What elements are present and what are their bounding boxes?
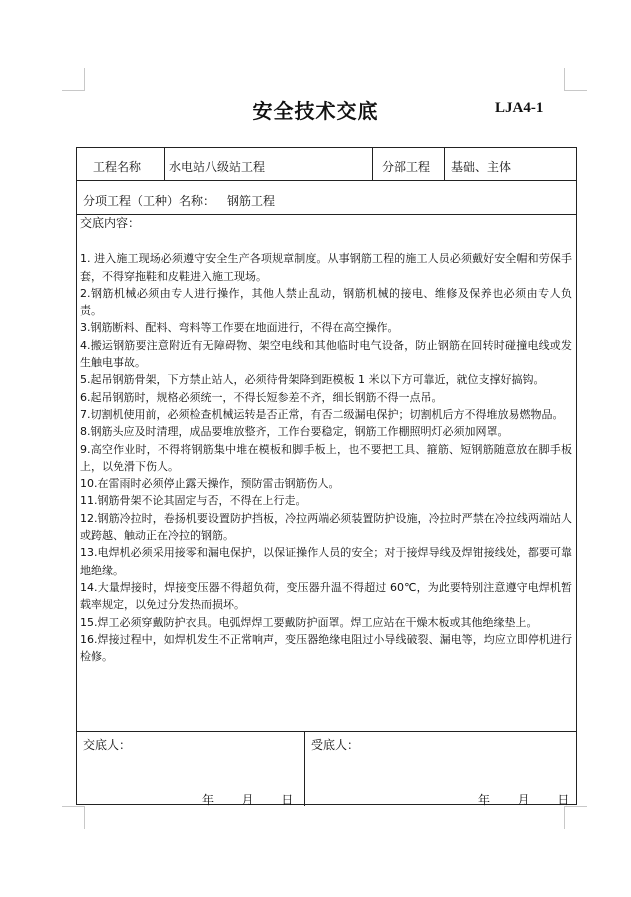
- division-value: 基础、主体: [451, 160, 512, 174]
- content-item: 8.钢筋头应及时清理，成品要堆放整齐，工作台要稳定，钢筋工作棚照明灯必须加网罩。: [80, 425, 509, 439]
- content-item: 6.起吊钢筋时，规格必须统一，不得长短参差不齐，细长钢筋不得一点吊。: [80, 390, 443, 404]
- year-label: 年: [202, 793, 215, 807]
- month-label: 月: [517, 793, 530, 807]
- receiver-person-label: 受底人：: [311, 738, 360, 752]
- content-item: 5.起吊钢筋骨架，下方禁止站人，必须待骨架降到距模板 1 米以下方可靠近，就位支撑好搞钩。: [80, 373, 545, 387]
- crop-mark-top-right: [564, 68, 587, 91]
- content-item: 11.钢筋骨架不论其固定与否，不得在上行走。: [80, 494, 307, 508]
- content-item: 12.钢筋冷拉时，卷扬机要设置防护挡板，冷拉两端必须装置防护设施，冷拉时严禁在冷拉线两端站人或跨越、触动正在冷拉的钢筋。: [80, 511, 572, 543]
- day-label: 日: [557, 793, 570, 807]
- day-label: 日: [281, 793, 294, 807]
- content-item: 1. 进入施工现场必须遵守安全生产各项规章制度。从事钢筋工程的施工人员必须戴好安全帽和劳保手套，不得穿拖鞋和皮鞋进入施工现场。: [80, 252, 572, 283]
- handover-content: [80, 215, 572, 665]
- project-name-value: 水电站八级站工程: [169, 160, 266, 174]
- column-divider: [164, 148, 165, 180]
- document-title: 安全技术交底: [252, 99, 379, 123]
- column-divider: [444, 148, 445, 180]
- column-divider: [372, 148, 373, 180]
- subitem-label: 分项工程（工种）名称：: [83, 194, 216, 208]
- document-code: LJA4-1: [495, 100, 544, 116]
- row-divider: [77, 180, 576, 181]
- handover-person-label: 交底人：: [83, 738, 132, 752]
- month-label: 月: [241, 793, 254, 807]
- receiver-date: [478, 791, 569, 808]
- year-label: 年: [478, 793, 491, 807]
- handover-form: [76, 147, 577, 805]
- content-item: 14.大量焊接时，焊接变压器不得超负荷，变压器升温不得超过 60℃，为此要特别注意遵守电焊机暂载率规定，以免过分发热而损坏。: [80, 580, 572, 612]
- content-item: 9.高空作业时，不得将钢筋集中堆在模板和脚手板上，也不要把工具、箍筋、短钢筋随意放在脚手板上，以免滑下伤人。: [80, 442, 572, 473]
- crop-mark-top-left: [62, 68, 85, 91]
- content-item: 7.切割机使用前，必须检查机械运转是否正常，有否二级漏电保护；切割机后方不得堆放易燃物品。: [80, 407, 564, 421]
- crop-mark-bottom-left: [62, 806, 85, 829]
- project-name-label: 工程名称: [93, 160, 142, 174]
- content-item: 16.焊接过程中，如焊机发生不正常响声，变压器绝缘电阻过小导线破裂、漏电等，均应立即停机进行检修。: [80, 632, 572, 664]
- content-label: 交底内容：: [80, 216, 141, 230]
- content-item: 4.搬运钢筋要注意附近有无障碍物、架空电线和其他临时电气设备，防止钢筋在回转时碰撞电线或发生触电事故。: [80, 338, 572, 370]
- content-item: 13.电焊机必须采用接零和漏电保护，以保证操作人员的安全；对于接焊导线及焊钳接线处，都要可靠地绝缘。: [80, 546, 572, 577]
- content-item: 2.钢筋机械必须由专人进行操作，其他人禁止乱动，钢筋机械的接电、维修及保养也必须由专人负责。: [80, 286, 572, 318]
- content-item: 15.焊工必须穿戴防护衣具。电弧焊焊工要戴防护面罩。焊工应站在干燥木板或其他绝缘垫上。: [80, 615, 538, 629]
- column-divider: [304, 731, 305, 806]
- subitem-value: 钢筋工程: [227, 194, 276, 208]
- row-divider: [77, 731, 576, 732]
- content-item: 10.在雷雨时必须停止露天操作，预防雷击钢筋伤人。: [80, 477, 340, 491]
- handover-date: [202, 791, 293, 808]
- crop-mark-bottom-right: [564, 806, 587, 829]
- content-item: 3.钢筋断料、配料、弯料等工作要在地面进行，不得在高空操作。: [80, 321, 399, 335]
- division-label: 分部工程: [382, 160, 431, 174]
